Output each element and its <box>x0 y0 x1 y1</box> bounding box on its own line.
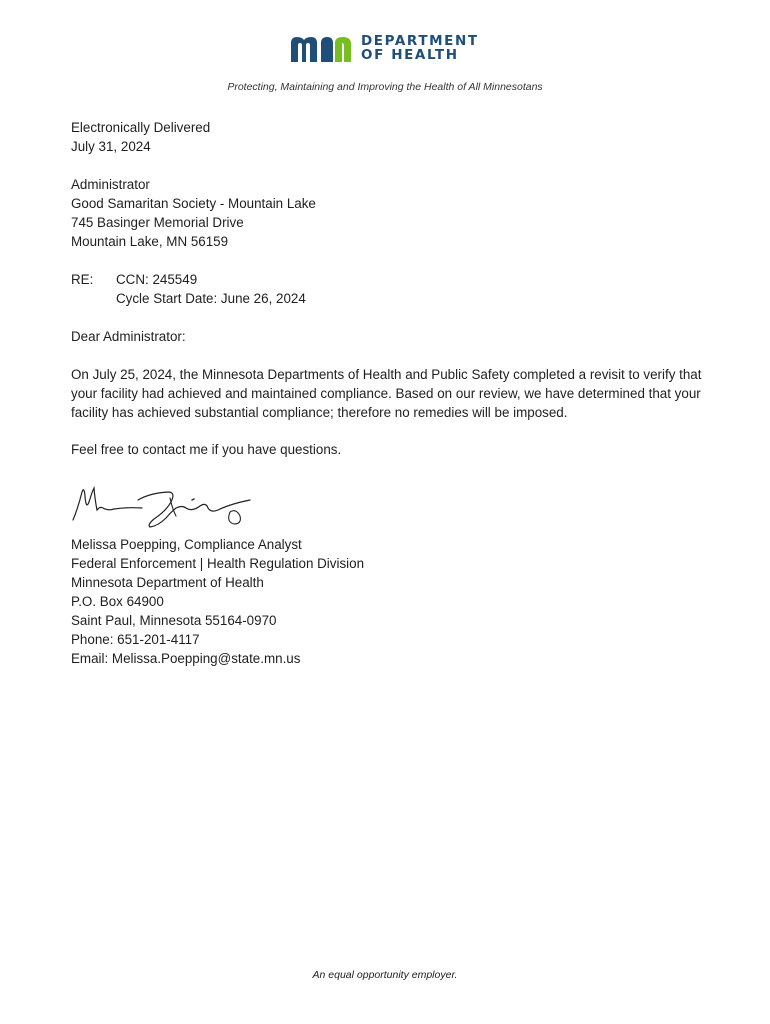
sender-name-title: Melissa Poepping, Compliance Analyst <box>71 537 302 552</box>
sender-phone: Phone: 651-201-4117 <box>71 632 200 647</box>
logo-line-1: DEPARTMENT <box>361 33 479 49</box>
paragraph-2: Feel free to contact me if you have questions. <box>71 442 342 457</box>
logo-line-2: OF HEALTH <box>361 47 459 63</box>
recipient-title: Administrator <box>71 177 150 192</box>
footer-text: An equal opportunity employer. <box>312 969 458 981</box>
recipient-address <box>71 175 316 251</box>
sender-signature-block <box>71 535 364 668</box>
sender-email: Email: Melissa.Poepping@state.mn.us <box>71 651 301 666</box>
re-block <box>71 270 306 308</box>
sender-city: Saint Paul, Minnesota 55164-0970 <box>71 613 277 628</box>
letter-date: July 31, 2024 <box>71 139 151 154</box>
sender-division: Federal Enforcement | Health Regulation Division <box>71 556 365 571</box>
paragraph-1: On July 25, 2024, the Minnesota Departments of Health and Public Safety completed a revisit to verify that your facility had achieved and maintained compliance. Based on our review, we have determined that your facility has achieved substantial compliance; therefore no remedies will be imposed. <box>71 367 702 420</box>
mdh-logo <box>289 34 481 66</box>
mn-logo-mark-icon <box>289 34 355 64</box>
sender-department: Minnesota Department of Health <box>71 575 264 590</box>
sender-po-box: P.O. Box 64900 <box>71 594 164 609</box>
recipient-street: 745 Basinger Memorial Drive <box>71 215 244 230</box>
tagline: Protecting, Maintaining and Improving the Health of All Minnesotans <box>227 81 543 93</box>
handwritten-signature-icon <box>70 478 260 534</box>
delivery-method: Electronically Delivered <box>71 120 211 135</box>
delivery-block <box>71 118 210 156</box>
body-paragraph <box>71 365 711 422</box>
recipient-facility: Good Samaritan Society - Mountain Lake <box>71 196 316 211</box>
salutation: Dear Administrator: <box>71 329 186 344</box>
re-ccn: CCN: 245549 <box>116 272 198 287</box>
re-label: RE: <box>71 272 94 287</box>
re-cycle-date: Cycle Start Date: June 26, 2024 <box>116 291 306 306</box>
logo-wordmark <box>361 34 479 62</box>
recipient-city: Mountain Lake, MN 56159 <box>71 234 229 249</box>
